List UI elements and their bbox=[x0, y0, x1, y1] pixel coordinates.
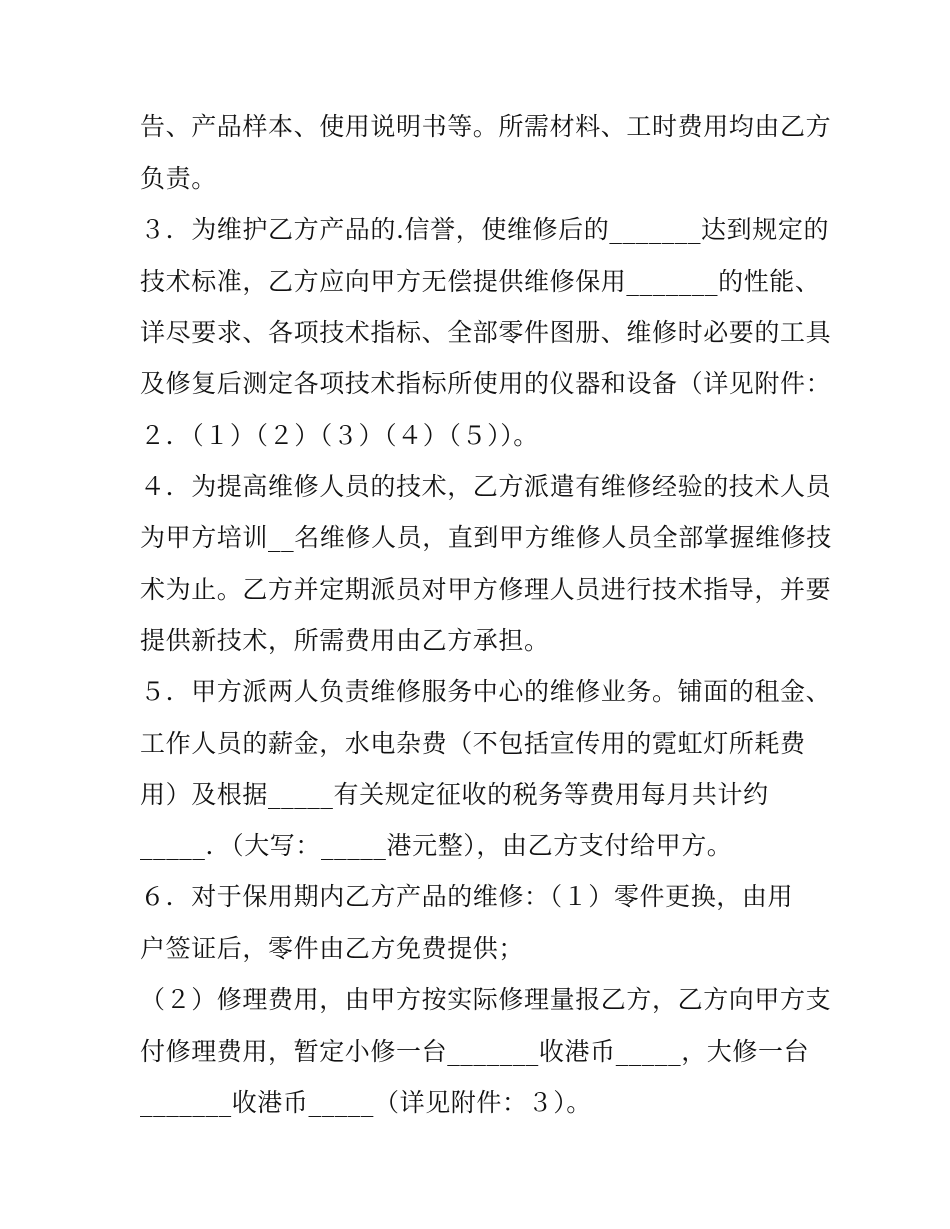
text-line: 为甲方培训__名维修人员，直到甲方维修人员全部掌握维修技 bbox=[140, 523, 832, 552]
text-line: ２．（１）（２）（３）（４）（５））。 bbox=[140, 421, 539, 450]
text-line: 详尽要求、各项技术指标、全部零件图册、维修时必要的工具 bbox=[140, 318, 832, 347]
text-line: 提供新技术，所需费用由乙方承担。 bbox=[140, 626, 550, 655]
text-line: ５．甲方派两人负责维修服务中心的维修业务。铺面的租金、 bbox=[140, 677, 832, 706]
text-line: 用）及根据_____有关规定征收的税务等费用每月共计约 bbox=[140, 780, 769, 809]
text-line: 术为止。乙方并定期派员对甲方修理人员进行技术指导，并要 bbox=[140, 575, 832, 604]
text-line: ４．为提高维修人员的技术，乙方派遣有维修经验的技术人员 bbox=[140, 472, 832, 501]
text-line: 技术标准，乙方应向甲方无偿提供维修保用_______的性能、 bbox=[140, 267, 821, 296]
text-line: _____．（大写：_____港元整），由乙方支付给甲方。 bbox=[140, 831, 733, 860]
text-line: 及修复后测定各项技术指标所使用的仪器和设备（详见附件： bbox=[140, 369, 832, 398]
text-line: 户签证后，零件由乙方免费提供； bbox=[140, 934, 525, 963]
text-line: ３．为维护乙方产品的.信誉，使维修后的_______达到规定的 bbox=[140, 215, 830, 244]
text-line: 负责。 bbox=[140, 164, 217, 193]
text-line: 付修理费用，暂定小修一台_______收港币_____，大修一台 bbox=[140, 1037, 810, 1066]
text-line: （２）修理费用，由甲方按实际修理量报乙方，乙方向甲方支 bbox=[140, 985, 832, 1014]
text-line: 工作人员的薪金，水电杂费（不包括宣传用的霓虹灯所耗费 bbox=[140, 729, 806, 758]
text-line: 告、产品样本、使用说明书等。所需材料、工时费用均由乙方 bbox=[140, 112, 832, 141]
text-line: ６．对于保用期内乙方产品的维修：（１）零件更换，由用 bbox=[140, 882, 794, 911]
text-line: _______收港币_____（详见附件：３）。 bbox=[140, 1088, 592, 1117]
